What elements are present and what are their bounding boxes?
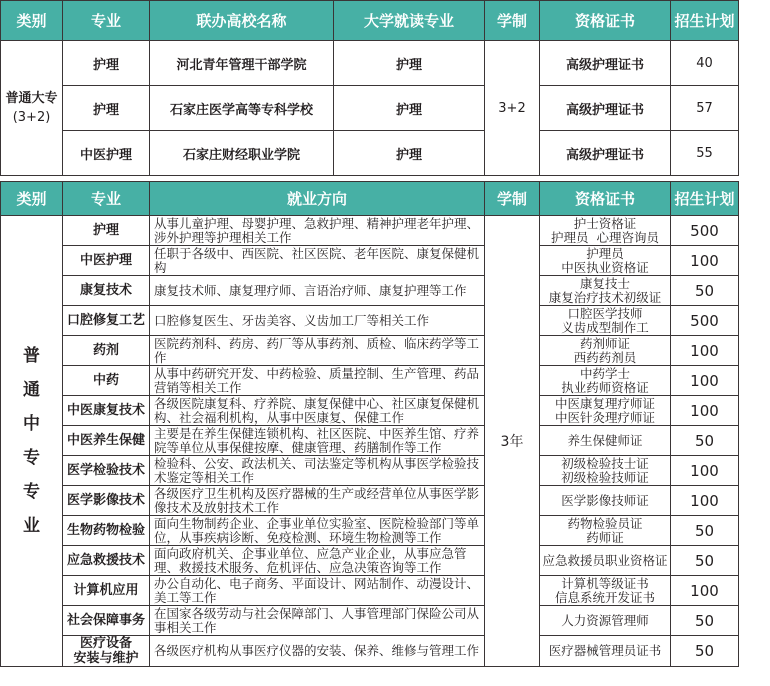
table-row	[1, 396, 739, 426]
cert-cell	[540, 636, 671, 667]
plan-cell: 57	[671, 86, 739, 131]
table-row	[1, 216, 739, 246]
major-line: 康复技术	[79, 283, 132, 298]
plan-cell: 50	[671, 516, 739, 546]
major-cell	[63, 606, 150, 636]
career-cell: 各级医院康复科、疗养院、康复保健中心、社区康复保健机构、社会福利机构，从事中医康复、保健工作	[150, 396, 485, 426]
career-cell: 从事儿童护理、母婴护理、急救护理、精神护理老年护理、涉外护理等护理相关工作	[150, 216, 485, 246]
header-plan: 招生计划	[671, 1, 739, 41]
cert-cell	[540, 456, 671, 486]
header-career: 就业方向	[150, 182, 485, 216]
major-line: 生物药物检验	[66, 523, 145, 538]
plan-cell: 100	[671, 336, 739, 366]
college-program-table	[0, 0, 739, 176]
plan-cell: 50	[671, 426, 739, 456]
header-category: 类别	[1, 1, 63, 41]
cert-cell	[540, 426, 671, 456]
cert-cell	[540, 606, 671, 636]
cert-line: 中医针灸理疗师证	[554, 409, 655, 425]
major-line: 药剂	[92, 343, 119, 358]
major-line: 口腔修复工艺	[66, 313, 145, 328]
career-cell: 医院药剂科、药房、药厂等从事药剂、质检、临床药学等工作	[150, 336, 485, 366]
cert-line: 中医执业资格证	[561, 259, 649, 275]
cert-cell	[540, 216, 671, 246]
cert-cell	[540, 576, 671, 606]
category-cell	[1, 216, 63, 667]
plan-cell: 100	[671, 486, 739, 516]
major-line: 社会保障事务	[66, 613, 145, 628]
secondary-program-table	[0, 181, 739, 667]
career-cell: 康复技术师、康复理疗师、言语治疗师、康复护理等工作	[150, 276, 485, 306]
plan-cell: 500	[671, 306, 739, 336]
career-cell: 在国家各级劳动与社会保障部门、人事管理部门保险公司从事相关工作	[150, 606, 485, 636]
header-major: 专业	[63, 1, 150, 41]
major-line: 中医康复技术	[66, 403, 145, 418]
header-years: 学制	[485, 182, 540, 216]
major-cell	[63, 396, 150, 426]
major-cell	[63, 216, 150, 246]
cert-line: 中药学士	[579, 365, 630, 381]
cert-cell	[540, 336, 671, 366]
table-row	[1, 576, 739, 606]
cert-line: 应急救援员职业资格证	[542, 552, 668, 568]
cert-line: 护士资格证	[573, 215, 637, 231]
career-cell: 办公自动化、电子商务、平面设计、网站制作、动漫设计、美工等工作	[150, 576, 485, 606]
header-cert: 资格证书	[540, 1, 671, 41]
years-cell: 3年	[485, 216, 540, 667]
major-cell	[63, 336, 150, 366]
major-cell	[63, 546, 150, 576]
plan-cell: 100	[671, 366, 739, 396]
category-char: 通	[23, 380, 40, 400]
category-cell	[1, 41, 63, 176]
table-row	[1, 276, 739, 306]
table-row	[1, 636, 739, 667]
plan-cell: 100	[671, 456, 739, 486]
table-row	[1, 306, 739, 336]
category-char: 中	[23, 414, 40, 434]
cert-line: 医疗器械管理员证书	[548, 643, 662, 658]
header-cert: 资格证书	[540, 182, 671, 216]
cert-cell	[540, 396, 671, 426]
plan-cell: 50	[671, 276, 739, 306]
major-cell	[63, 306, 150, 336]
table-row	[1, 606, 739, 636]
category-sublabel: (3+2)	[12, 110, 51, 125]
plan-cell: 100	[671, 576, 739, 606]
career-cell: 检验科、公安、政法机关、司法鉴定等机构从事医学检验技术鉴定等相关工作	[150, 456, 485, 486]
cert-line: 信息系统开发证书	[554, 589, 655, 605]
major-cell	[63, 456, 150, 486]
cert-cell	[540, 246, 671, 276]
college-cell: 河北青年管理干部学院	[150, 41, 334, 86]
table-row	[1, 456, 739, 486]
plan-cell: 50	[671, 636, 739, 667]
cert-line: 药师证	[586, 529, 624, 545]
major-cell	[63, 426, 150, 456]
major-cell	[63, 576, 150, 606]
plan-cell: 55	[671, 131, 739, 176]
header-category: 类别	[1, 182, 63, 216]
college-cell: 石家庄财经职业学院	[150, 131, 334, 176]
cert-line: 护理员 心理咨询员	[551, 229, 659, 245]
category-label: 普通大专	[5, 91, 58, 106]
cert-line: 义齿成型制作工	[561, 319, 649, 335]
career-cell: 任职于各级中、西医院、社区医院、老年医院、康复保健机构	[150, 246, 485, 276]
career-cell: 口腔修复医生、牙齿美容、义齿加工厂等相关工作	[150, 306, 485, 336]
plan-cell: 100	[671, 396, 739, 426]
major-line: 安装与维护	[73, 651, 139, 666]
table-row	[1, 336, 739, 366]
major-line: 中医养生保健	[66, 433, 145, 448]
career-cell: 各级医疗卫生机构及医疗器械的生产或经营单位从事医学影像技术及放射技术工作	[150, 486, 485, 516]
header-years: 学制	[485, 1, 540, 41]
plan-cell: 50	[671, 546, 739, 576]
career-cell: 各级医疗机构从事医疗仪器的安装、保养、维修与管理工作	[150, 636, 485, 667]
cert-line: 药剂师证	[579, 335, 630, 351]
category-char: 专	[23, 482, 40, 502]
major-line: 护理	[92, 223, 119, 238]
cert-cell	[540, 306, 671, 336]
cert-line: 执业药师资格证	[561, 379, 649, 395]
cert-cell	[540, 276, 671, 306]
cert-cell: 高级护理证书	[540, 131, 671, 176]
header-major: 专业	[63, 182, 150, 216]
cert-line: 初级检验技师证	[561, 469, 649, 485]
career-cell: 主要是在养生保健连锁机构、社区医院、中医养生馆、疗养院等单位从事保健按摩、健康管理、药膳制作等工作	[150, 426, 485, 456]
major-cell	[63, 366, 150, 396]
cert-cell	[540, 366, 671, 396]
career-cell: 从事中药研究开发、中药检验、质量控制、生产管理、药品营销等相关工作	[150, 366, 485, 396]
header-college: 联办高校名称	[150, 1, 334, 41]
major-cell	[63, 276, 150, 306]
major-line: 医学影像技术	[66, 493, 145, 508]
cert-cell	[540, 516, 671, 546]
cert-line: 口腔医学技师	[567, 305, 643, 321]
cert-line: 养生保健师证	[567, 432, 643, 448]
major-line: 计算机应用	[73, 583, 139, 598]
cert-line: 护理员	[586, 245, 624, 261]
major-line: 中医护理	[79, 253, 132, 268]
major-cell: 中医护理	[63, 131, 150, 176]
table-row	[1, 86, 739, 131]
table-row	[1, 486, 739, 516]
cert-cell	[540, 546, 671, 576]
career-cell: 面向生物制药企业、企事业单位实验室、医院检验部门等单位，从事疾病诊断、免疫检测、环境生物检测等工作	[150, 516, 485, 546]
univ-major-cell: 护理	[334, 86, 485, 131]
univ-major-cell: 护理	[334, 131, 485, 176]
major-cell	[63, 516, 150, 546]
major-line: 应急救援技术	[66, 553, 145, 568]
cert-line: 药物检验员证	[567, 515, 643, 531]
plan-cell: 40	[671, 41, 739, 86]
major-line: 医学检验技术	[66, 463, 145, 478]
college-cell: 石家庄医学高等专科学校	[150, 86, 334, 131]
plan-cell: 50	[671, 606, 739, 636]
cert-line: 医学影像技师证	[561, 492, 649, 508]
table-row	[1, 131, 739, 176]
category-char: 业	[23, 516, 40, 536]
major-line: 医疗设备	[79, 636, 132, 651]
univ-major-cell: 护理	[334, 41, 485, 86]
cert-line: 中医康复理疗师证	[554, 395, 655, 411]
header-plan: 招生计划	[671, 182, 739, 216]
cert-line: 康复技士	[579, 275, 630, 291]
major-cell	[63, 636, 150, 667]
plan-cell: 100	[671, 246, 739, 276]
category-char: 普	[23, 346, 40, 366]
table-row	[1, 516, 739, 546]
category-char: 专	[23, 448, 40, 468]
header-univ-major: 大学就读专业	[334, 1, 485, 41]
major-cell: 护理	[63, 41, 150, 86]
cert-line: 人力资源管理师	[561, 612, 649, 628]
career-cell: 面向政府机关、企事业单位、应急产业企业，从事应急管理、救援技术服务、危机评估、应急决策咨询等工作	[150, 546, 485, 576]
cert-cell: 高级护理证书	[540, 86, 671, 131]
major-cell	[63, 486, 150, 516]
cert-cell: 高级护理证书	[540, 41, 671, 86]
table-row	[1, 41, 739, 86]
cert-cell	[540, 486, 671, 516]
cert-line: 初级检验技士证	[561, 455, 649, 471]
major-cell: 护理	[63, 86, 150, 131]
major-cell	[63, 246, 150, 276]
cert-line: 康复治疗技术初级证	[548, 289, 662, 305]
major-line: 中药	[92, 373, 119, 388]
table-row	[1, 246, 739, 276]
table-row	[1, 426, 739, 456]
table-row	[1, 366, 739, 396]
cert-line: 西药药剂员	[573, 349, 637, 365]
years-cell: 3+2	[485, 41, 540, 176]
plan-cell: 500	[671, 216, 739, 246]
cert-line: 计算机等级证书	[561, 575, 649, 591]
table-row	[1, 546, 739, 576]
